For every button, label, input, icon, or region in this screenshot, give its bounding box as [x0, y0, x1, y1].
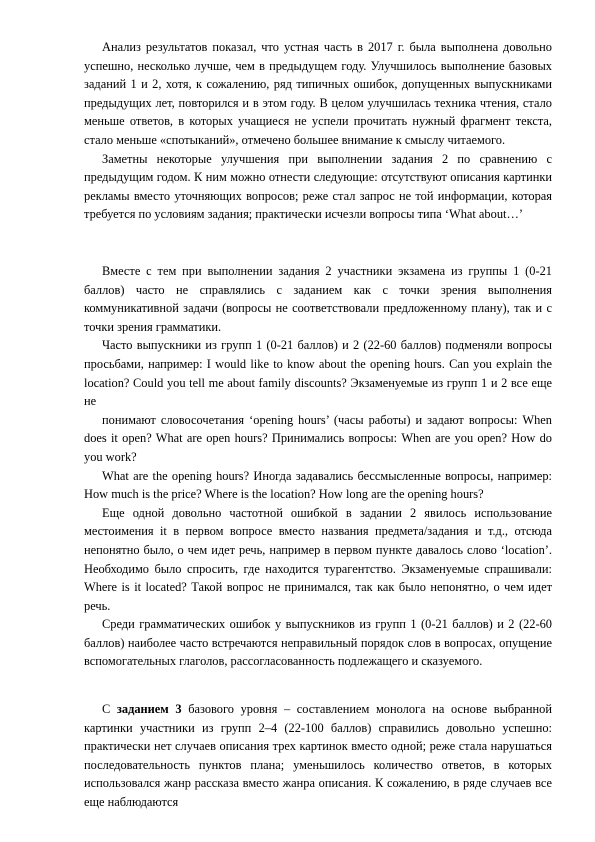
paragraph-task2-improvements: Заметны некоторые улучшения при выполнении задания 2 по сравнению с предыдущим годом. К ним можно отнести следующие: отсутствуют описания картинки рекламы вместо уточняющих вопросов; реже стал запрос не той информации, которая требуется по условиям задания; практически исчезли вопросы типа ‘What about…’ [84, 151, 552, 222]
task3-prefix: С [102, 702, 117, 716]
paragraph-pronoun-it-error: Еще одной довольно частотной ошибкой в задании 2 явилось использование местоимения it в первом вопросе вместо названия предмета/задания и т.д., отсюда непонятно было, о чем идет речь, например в первом пункте давалось слово ‘location’. Необходимо было спросить, где находится турагентство. Экзаменуемые спрашивали: Where is it located? Такой вопрос не принимался, так как было непонятно, о чем идет речь. [84, 505, 552, 613]
paragraph-grammar-errors: Среди грамматических ошибок у выпускников из групп 1 (0-21 баллов) и 2 (22-60 баллов) наиболее часто встречаются неправильный порядок слов в вопросах, опущение вспомогательных глаголов, рассогласованность подлежащего и сказуемого. [84, 617, 552, 669]
paragraph-group1-difficulties: Вместе с тем при выполнении задания 2 участники экзамена из группы 1 (0-21 баллов) часто не справлялись с заданием как с точки зрения выполнения коммуникативной задачи (вопросы не соответствовали предложенному плану), так и с точки зрения грамматики. [84, 264, 552, 334]
paragraph-meaningless-questions: What are the opening hours? Иногда задавались бессмысленные вопросы, например: How much is the price? Where is the location? How long are the opening hours? [84, 468, 552, 502]
paragraph-requests-instead-of-questions: Часто выпускники из групп 1 (0-21 баллов) и 2 (22-60 баллов) подменяли вопросы просьбами, например: I would like to know about the opening hours. Can you explain the location? Could you tell me about family discounts? Экзаменуемые из групп 1 и 2 все еще не [84, 338, 552, 409]
task3-bold-label: заданием 3 [116, 702, 182, 716]
text-section-task3 [84, 700, 552, 812]
paragraph-oral-part-analysis: Анализ результатов показал, что устная часть в 2017 г. была выполнена довольно успешно, несколько лучше, чем в предыдущем году. Улучшилось выполнение базовых заданий 1 и 2, хотя, к сожалению, ряд типичных ошибок, допущенных выпускниками предыдущих лет, повторился и в этом году. В целом улучшилась техника чтения, стало меньше ответов, в которых учащиеся не успели прочитать нужный фрагмент текста, стало меньше «спотыканий», отмечено большее внимание к смыслу читаемого. [84, 40, 552, 147]
paragraph-task3-monologue [84, 700, 552, 812]
text-section-task2-errors [84, 262, 552, 671]
text-section-intro [84, 38, 552, 224]
task3-rest: базового уровня – составлением монолога на основе выбранной картинки участники из групп 2–4 (22-100 баллов) справились довольно успешно: практически нет случаев описания трех картинок вместо одной; реже стала нарушаться последовательность пунктов плана; уменьшилось количество ответов, в которых использовался жанр рассказа вместо жанра описания. К сожалению, в ряде случаев все еще наблюдаются [84, 702, 552, 809]
paragraph-opening-hours: понимают словосочетания ‘opening hours’ (часы работы) и задают вопросы: When does it open? What are open hours? Принимались вопросы: When are you open? How do you work? [84, 412, 552, 464]
